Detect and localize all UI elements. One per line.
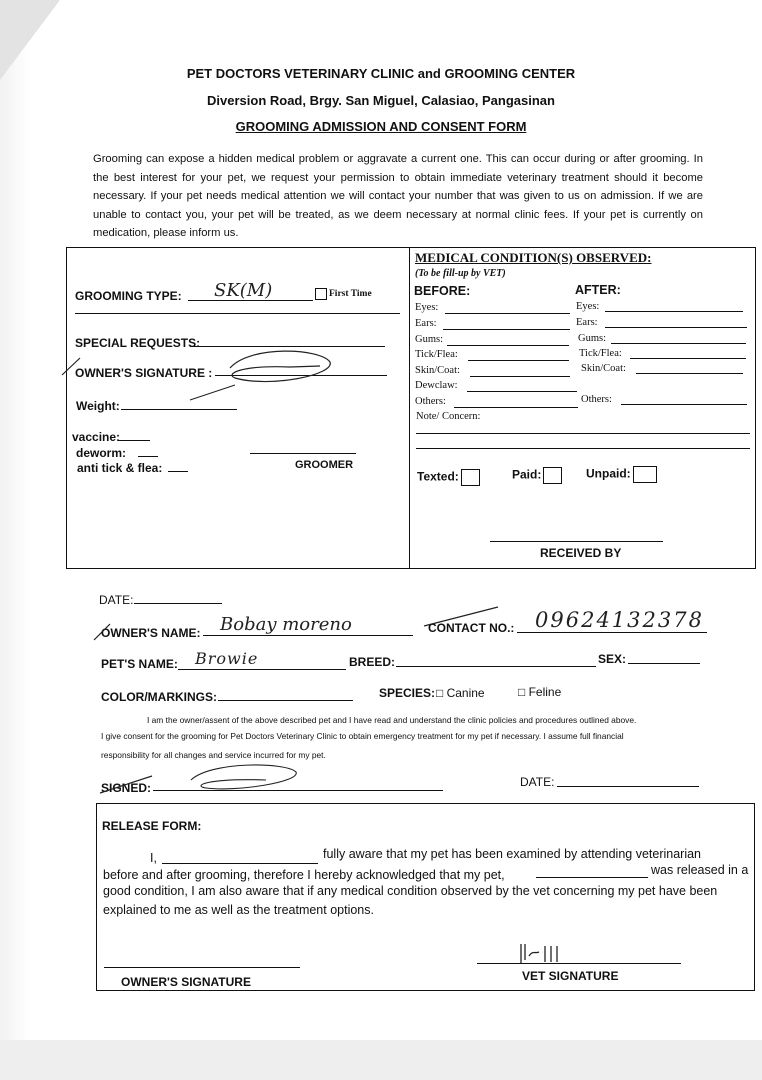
- before-dewclaw-label: Dewclaw:: [415, 380, 458, 391]
- canine-option[interactable]: □ Canine: [436, 686, 485, 700]
- before-others-label: Others:: [415, 396, 446, 407]
- grooming-type-extra-line: [75, 313, 400, 314]
- after-eyes-label: Eyes:: [576, 301, 600, 312]
- release-name-line: [162, 863, 318, 864]
- clinic-name: PET DOCTORS VETERINARY CLINIC and GROOMING CENTER: [186, 66, 576, 81]
- first-time-label: First Time: [329, 289, 372, 300]
- after-others-line: [621, 404, 747, 405]
- before-eyes-label: Eyes:: [415, 302, 439, 313]
- unpaid-checkbox[interactable]: [633, 466, 657, 483]
- paid-checkbox[interactable]: [543, 467, 562, 484]
- deworm-line: [138, 456, 158, 457]
- form-title: GROOMING ADMISSION AND CONSENT FORM: [235, 119, 527, 134]
- section-divider: [409, 247, 410, 569]
- grooming-type-label: GROOMING TYPE:: [75, 289, 182, 303]
- unpaid-label: Unpaid:: [586, 466, 631, 481]
- owner-name-label: OWNER'S NAME:: [101, 626, 201, 640]
- received-by-label: RECEIVED BY: [540, 546, 622, 560]
- texted-option[interactable]: [417, 469, 480, 486]
- consent-date-label: DATE:: [520, 775, 555, 789]
- special-requests-label: SPECIAL REQUESTS:: [75, 336, 201, 350]
- after-gums-label: Gums:: [578, 333, 607, 344]
- after-label: AFTER:: [575, 283, 621, 297]
- medical-condition-title: MEDICAL CONDITION(S) OBSERVED:: [415, 250, 652, 265]
- before-gums-label: Gums:: [415, 334, 444, 345]
- consent-date-line: [557, 786, 699, 787]
- release-line-1: fully aware that my pet has been examined by attending veterinarian: [323, 847, 702, 861]
- before-ears-label: Ears:: [415, 318, 437, 329]
- owner-name-line: [203, 635, 413, 636]
- color-markings-line: [218, 700, 353, 701]
- first-time-checkbox[interactable]: [315, 288, 327, 300]
- weight-label: Weight:: [76, 399, 120, 413]
- breed-label: BREED:: [349, 655, 396, 669]
- signed-scribble: [96, 758, 306, 798]
- color-markings-label: COLOR/MARKINGS:: [101, 690, 217, 704]
- before-tickflea-line: [468, 360, 569, 361]
- after-tickflea-label: Tick/Flea:: [579, 348, 622, 359]
- note-line-1: [416, 433, 750, 434]
- after-tickflea-line: [630, 358, 746, 359]
- owner-name-strike: [92, 620, 112, 642]
- release-i: I,: [150, 851, 157, 865]
- groomer-signature-line: [250, 453, 356, 454]
- release-line-3: good condition, I am also aware that if any medical condition observed by the vet concerning my pet have been: [103, 884, 718, 898]
- before-ears-line: [443, 329, 570, 330]
- texted-label: Texted:: [417, 469, 459, 484]
- signed-label: SIGNED:: [101, 781, 152, 795]
- owner-signature-scribble: [60, 330, 360, 405]
- after-ears-line: [605, 327, 747, 328]
- unpaid-option[interactable]: [586, 466, 657, 483]
- contact-value[interactable]: 09624132378: [535, 608, 704, 632]
- weight-line: [121, 409, 237, 410]
- before-dewclaw-line: [467, 391, 577, 392]
- received-by-line: [490, 541, 663, 542]
- sex-label: SEX:: [598, 652, 627, 666]
- breed-line: [396, 666, 596, 667]
- before-tickflea-label: Tick/Flea:: [415, 349, 458, 360]
- note-concern-label: Note/ Concern:: [416, 411, 481, 422]
- vaccine-line: [118, 440, 150, 441]
- release-line-2a: before and after grooming, therefore I hereby acknowledged that my pet,: [103, 868, 505, 882]
- after-gums-line: [611, 343, 746, 344]
- species-label: SPECIES:: [379, 686, 436, 700]
- paid-option[interactable]: [512, 467, 562, 484]
- paid-label: Paid:: [512, 467, 542, 482]
- pet-name-line: [178, 669, 346, 670]
- after-eyes-line: [605, 311, 743, 312]
- contact-strike: [422, 604, 502, 628]
- sex-line: [628, 663, 700, 664]
- before-skincoat-line: [470, 376, 570, 377]
- consent-line-1: I am the owner/assent of the above described pet and I have read and understand the clinic policies and procedures outlined above.: [147, 715, 637, 725]
- intro-paragraph: Grooming can expose a hidden medical problem or aggravate a current one. This can occur during or after grooming. In the best interest for your pet, we request your permission to obtain immediate veterinary treatment should it become necessary. If your pet needs medical attention we will contact your number that was given to us on admission. If we are unable to contact you, your pet will be treated, as we deem necessary at normal clinic fees. If your pet is currently on medication, please inform us.: [93, 153, 703, 239]
- before-others-line: [454, 407, 578, 408]
- grooming-type-value[interactable]: SK(M): [214, 280, 273, 301]
- after-others-label: Others:: [581, 394, 612, 405]
- owner-signature-label: OWNER'S SIGNATURE :: [75, 366, 213, 380]
- vet-signature-label: VET SIGNATURE: [522, 969, 619, 983]
- release-owner-signature-line: [104, 967, 300, 968]
- before-label: BEFORE:: [414, 284, 471, 298]
- deworm-label: deworm:: [76, 446, 127, 460]
- before-skincoat-label: Skin/Coat:: [415, 365, 460, 376]
- anti-tick-label: anti tick & flea:: [77, 461, 163, 475]
- first-time-option[interactable]: [315, 288, 372, 300]
- note-line-2: [416, 448, 750, 449]
- before-eyes-line: [445, 313, 570, 314]
- consent-line-3: responsibility for all changes and service incurred for my pet.: [101, 750, 326, 760]
- after-skincoat-label: Skin/Coat:: [581, 363, 626, 374]
- medical-condition-subtitle: (To be fill-up by VET): [415, 268, 506, 279]
- vet-signature-line: [477, 963, 681, 964]
- feline-option[interactable]: □ Feline: [518, 685, 562, 699]
- after-ears-label: Ears:: [576, 317, 598, 328]
- contact-label: CONTACT NO.:: [428, 621, 515, 635]
- groomer-label: GROOMER: [295, 459, 354, 471]
- clinic-address: Diversion Road, Brgy. San Miguel, Calasiao, Pangasinan: [207, 93, 555, 108]
- release-pet-line: [536, 877, 648, 878]
- contact-line: [517, 632, 707, 633]
- texted-checkbox[interactable]: [461, 469, 480, 486]
- pet-name-value[interactable]: Browie: [195, 649, 259, 668]
- vaccine-label: vaccine:: [72, 430, 121, 444]
- after-skincoat-line: [636, 373, 743, 374]
- release-line-2b: was released in a: [651, 863, 749, 877]
- before-gums-line: [447, 345, 569, 346]
- release-owner-signature-label: OWNER'S SIGNATURE: [121, 975, 251, 989]
- release-form-title: RELEASE FORM:: [102, 819, 202, 833]
- consent-line-2: I give consent for the grooming for Pet Doctors Veterinary Clinic to obtain emergency treatment for my pet if necessary. I assume full financial: [101, 731, 624, 741]
- date-label: DATE:: [99, 593, 134, 607]
- scan-edge: [0, 1040, 762, 1080]
- pet-name-label: PET'S NAME:: [101, 657, 178, 671]
- date-line: [134, 603, 222, 604]
- owner-name-value[interactable]: Bobay moreno: [220, 614, 352, 635]
- release-line-4: explained to me as well as the treatment options.: [103, 903, 374, 917]
- anti-tick-line: [168, 471, 188, 472]
